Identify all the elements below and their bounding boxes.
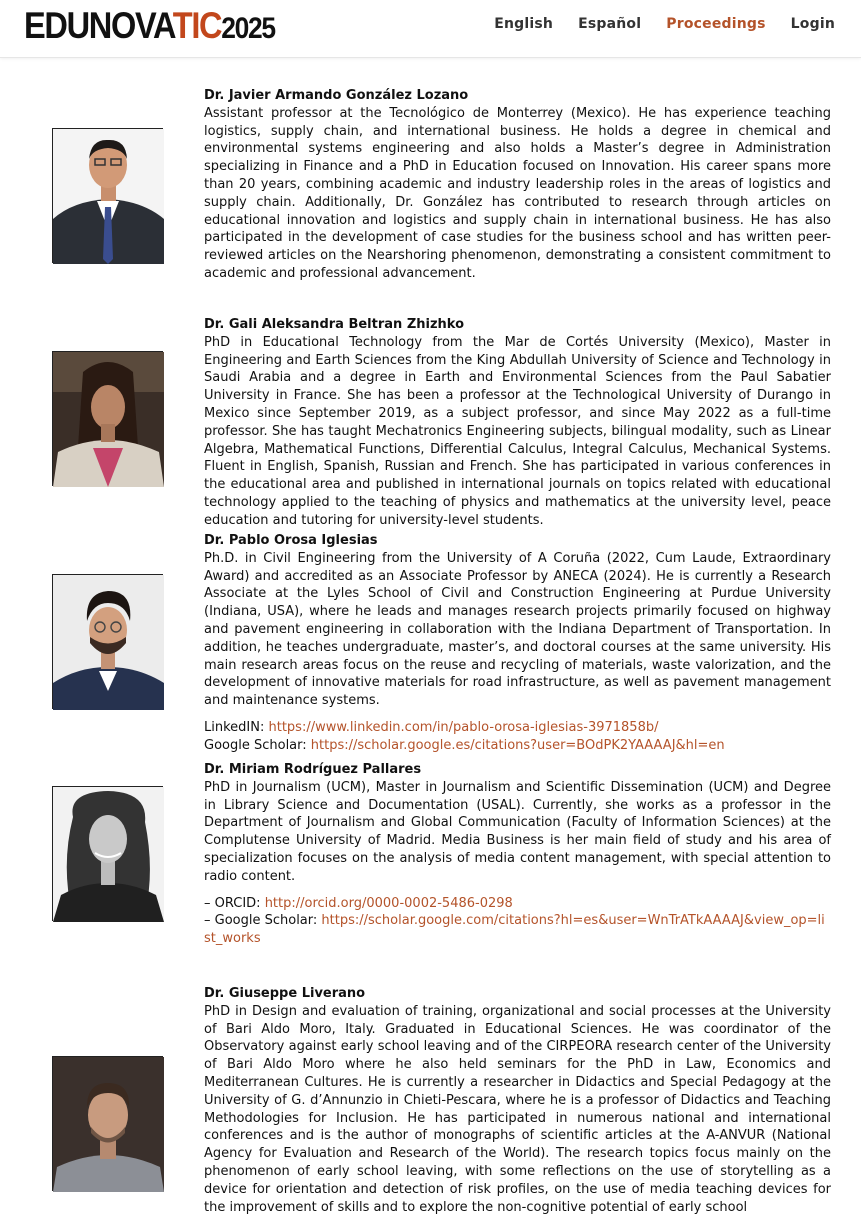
link-label: – ORCID:	[204, 895, 265, 911]
nav-english[interactable]: English	[494, 16, 554, 32]
speaker-photo	[52, 786, 163, 921]
speaker-bio-text: PhD in Journalism (UCM), Master in Journalism and Scientific Dissemination (UCM) and Degree in Library Science and Documentation (USAL). Currently, she works as a professor in the Department of Journalism and Global Communication (Faculty of Information Sciences) at the Complutense University of Madrid. Media Business is her main field of study and his area of specialization focuses on the analysis of media content management, with special attention to radio content.	[204, 779, 831, 884]
logo-part-tic: TIC	[172, 5, 222, 46]
nav-login[interactable]: Login	[790, 16, 835, 32]
speaker-bio-text: PhD in Design and evaluation of training, organizational and social processes at the University of Bari Aldo Moro, Italy. Graduated in Educational Sciences. He was coordinator of the Observatory against early school leaving and of the CIRPEORA research center of the University of Bari Aldo Moro where he also held seminars for the PhD in Law, Economics and Mediterranean Cultures. He is currently a researcher in Didactics and Special Pedagogy at the University of G. d’Annunzio in Chieti-Pescara, where he is a professor of Didactics and Teaching Methodologies for Inclusion. He has participated in numerous national and international conferences and is the author of monographs of scientific articles at the A-ANVUR (National Agency for Evaluation and Research of the World). The research topics focus mainly on the phenomenon of early school leaving, with some reflections on the use of storytelling as a device for orientation and detection of risk profiles, on the use of media teaching devices for the improvement of skills and to explore the non-cognitive potential of early school	[204, 1003, 831, 1215]
nav-proceedings[interactable]: Proceedings	[666, 16, 766, 32]
speaker-bio	[204, 985, 831, 1216]
google-scholar-link[interactable]: https://scholar.google.com/citations?hl=es&user=WnTrATkAAAAJ&view_op=list_works	[204, 913, 825, 947]
speaker-photo-image	[53, 1057, 164, 1192]
linkedin-link[interactable]: https://www.linkedin.com/in/pablo-orosa-iglesias-3971858b/	[268, 719, 659, 735]
google-scholar-row	[204, 737, 831, 755]
google-scholar-link[interactable]: https://scholar.google.es/citations?user=BOdPK2YAAAAJ&hl=en	[310, 737, 725, 753]
link-label: – Google Scholar:	[204, 913, 322, 929]
site-header	[0, 0, 861, 58]
speaker-bio	[204, 761, 831, 948]
orcid-row	[204, 895, 831, 913]
linkedin-row	[204, 719, 831, 737]
speaker-photo	[52, 1056, 163, 1191]
speaker-photo-image	[53, 352, 164, 487]
speaker-name: Dr. Giuseppe Liverano	[204, 986, 366, 1001]
speaker-name: Dr. Pablo Orosa Iglesias	[204, 533, 378, 548]
speaker-name: Dr. Miriam Rodríguez Pallares	[204, 762, 422, 777]
main-nav	[494, 16, 835, 32]
speaker-photo	[52, 128, 163, 263]
speaker-bio-text: Ph.D. in Civil Engineering from the University of A Coruña (2022, Cum Laude, Extraordinary Award) and accredited as an Associate Professor by ANECA (2024). He is currently a Research Associate at the Lyles School of Civil and Construction Engineering at Purdue University (Indiana, USA), where he leads and manages research projects primarily focused on highway and pavement engineering in collaboration with the Indiana Department of Transportation. In addition, he teaches undergraduate, master’s, and doctoral courses at the same university. His main research areas focus on the reuse and recycling of materials, waste valorization, and the development of innovative materials for road infrastructure, as well as pavement management and maintenance systems.	[204, 550, 831, 709]
google-scholar-row	[204, 912, 831, 948]
orcid-link[interactable]: http://orcid.org/0000-0002-5486-0298	[264, 895, 513, 911]
speaker-photo-image	[53, 575, 164, 710]
link-label: LinkedIN:	[204, 719, 269, 735]
logo-part-year: 2025	[221, 12, 275, 45]
link-label: Google Scholar:	[204, 737, 311, 753]
speaker-photo-image	[53, 129, 164, 264]
speaker-photo	[52, 351, 163, 486]
speaker-bio	[204, 316, 831, 530]
speaker-bio-text: PhD in Educational Technology from the Mar de Cortés University (Mexico), Master in Engineering and Earth Sciences from the King Abdullah University of Science and Technology in Saudi Arabia and a degree in Earth and Environmental Sciences from the Paul Sabatier University in France. She has been a professor at the Technological University of Durango in Mexico since September 2019, as a subject professor, and since May 2022 as a full-time professor. She has taught Mechatronics Engineering subjects, bilingual modality, such as Linear Algebra, Mathematical Functions, Differential Calculus, Integral Calculus, Mechanical Systems. Fluent in English, Spanish, Russian and French. She has participated in various conferences in the educational area and published in international journals on topics related with educational technology applied to the teaching of physics and mathematics at the university level, peace education and tutoring for university-level students.	[204, 334, 831, 528]
speaker-photo-image	[53, 787, 164, 922]
speaker-bio-text: Assistant professor at the Tecnológico de Monterrey (Mexico). He has experience teaching logistics, supply chain, and international business. He holds a degree in chemical and environmental systems engineering and also holds a Master’s degree in Administration specializing in Finance and a PhD in Education focused on Innovation. His career spans more than 20 years, combining academic and industry leadership roles in the areas of logistics and supply chain. Additionally, Dr. González has contributed to research through articles on educational innovation and logistics and supply chain in international business. He has also participated in the development of case studies for the business school and has written peer-reviewed articles on the Nearshoring phenomenon, demonstrating a consistent commitment to academic and professional advancement.	[204, 105, 831, 281]
logo-part-edunova: EDUNOVA	[24, 5, 173, 46]
speaker-bio	[204, 532, 831, 755]
speaker-links	[204, 719, 831, 755]
site-logo[interactable]	[24, 5, 275, 47]
speaker-name: Dr. Javier Armando González Lozano	[204, 88, 469, 103]
speaker-name: Dr. Gali Aleksandra Beltran Zhizhko	[204, 317, 464, 332]
speaker-links	[204, 895, 831, 948]
speaker-photo	[52, 574, 163, 709]
nav-espanol[interactable]: Español	[578, 16, 642, 32]
speaker-bio	[204, 87, 831, 283]
